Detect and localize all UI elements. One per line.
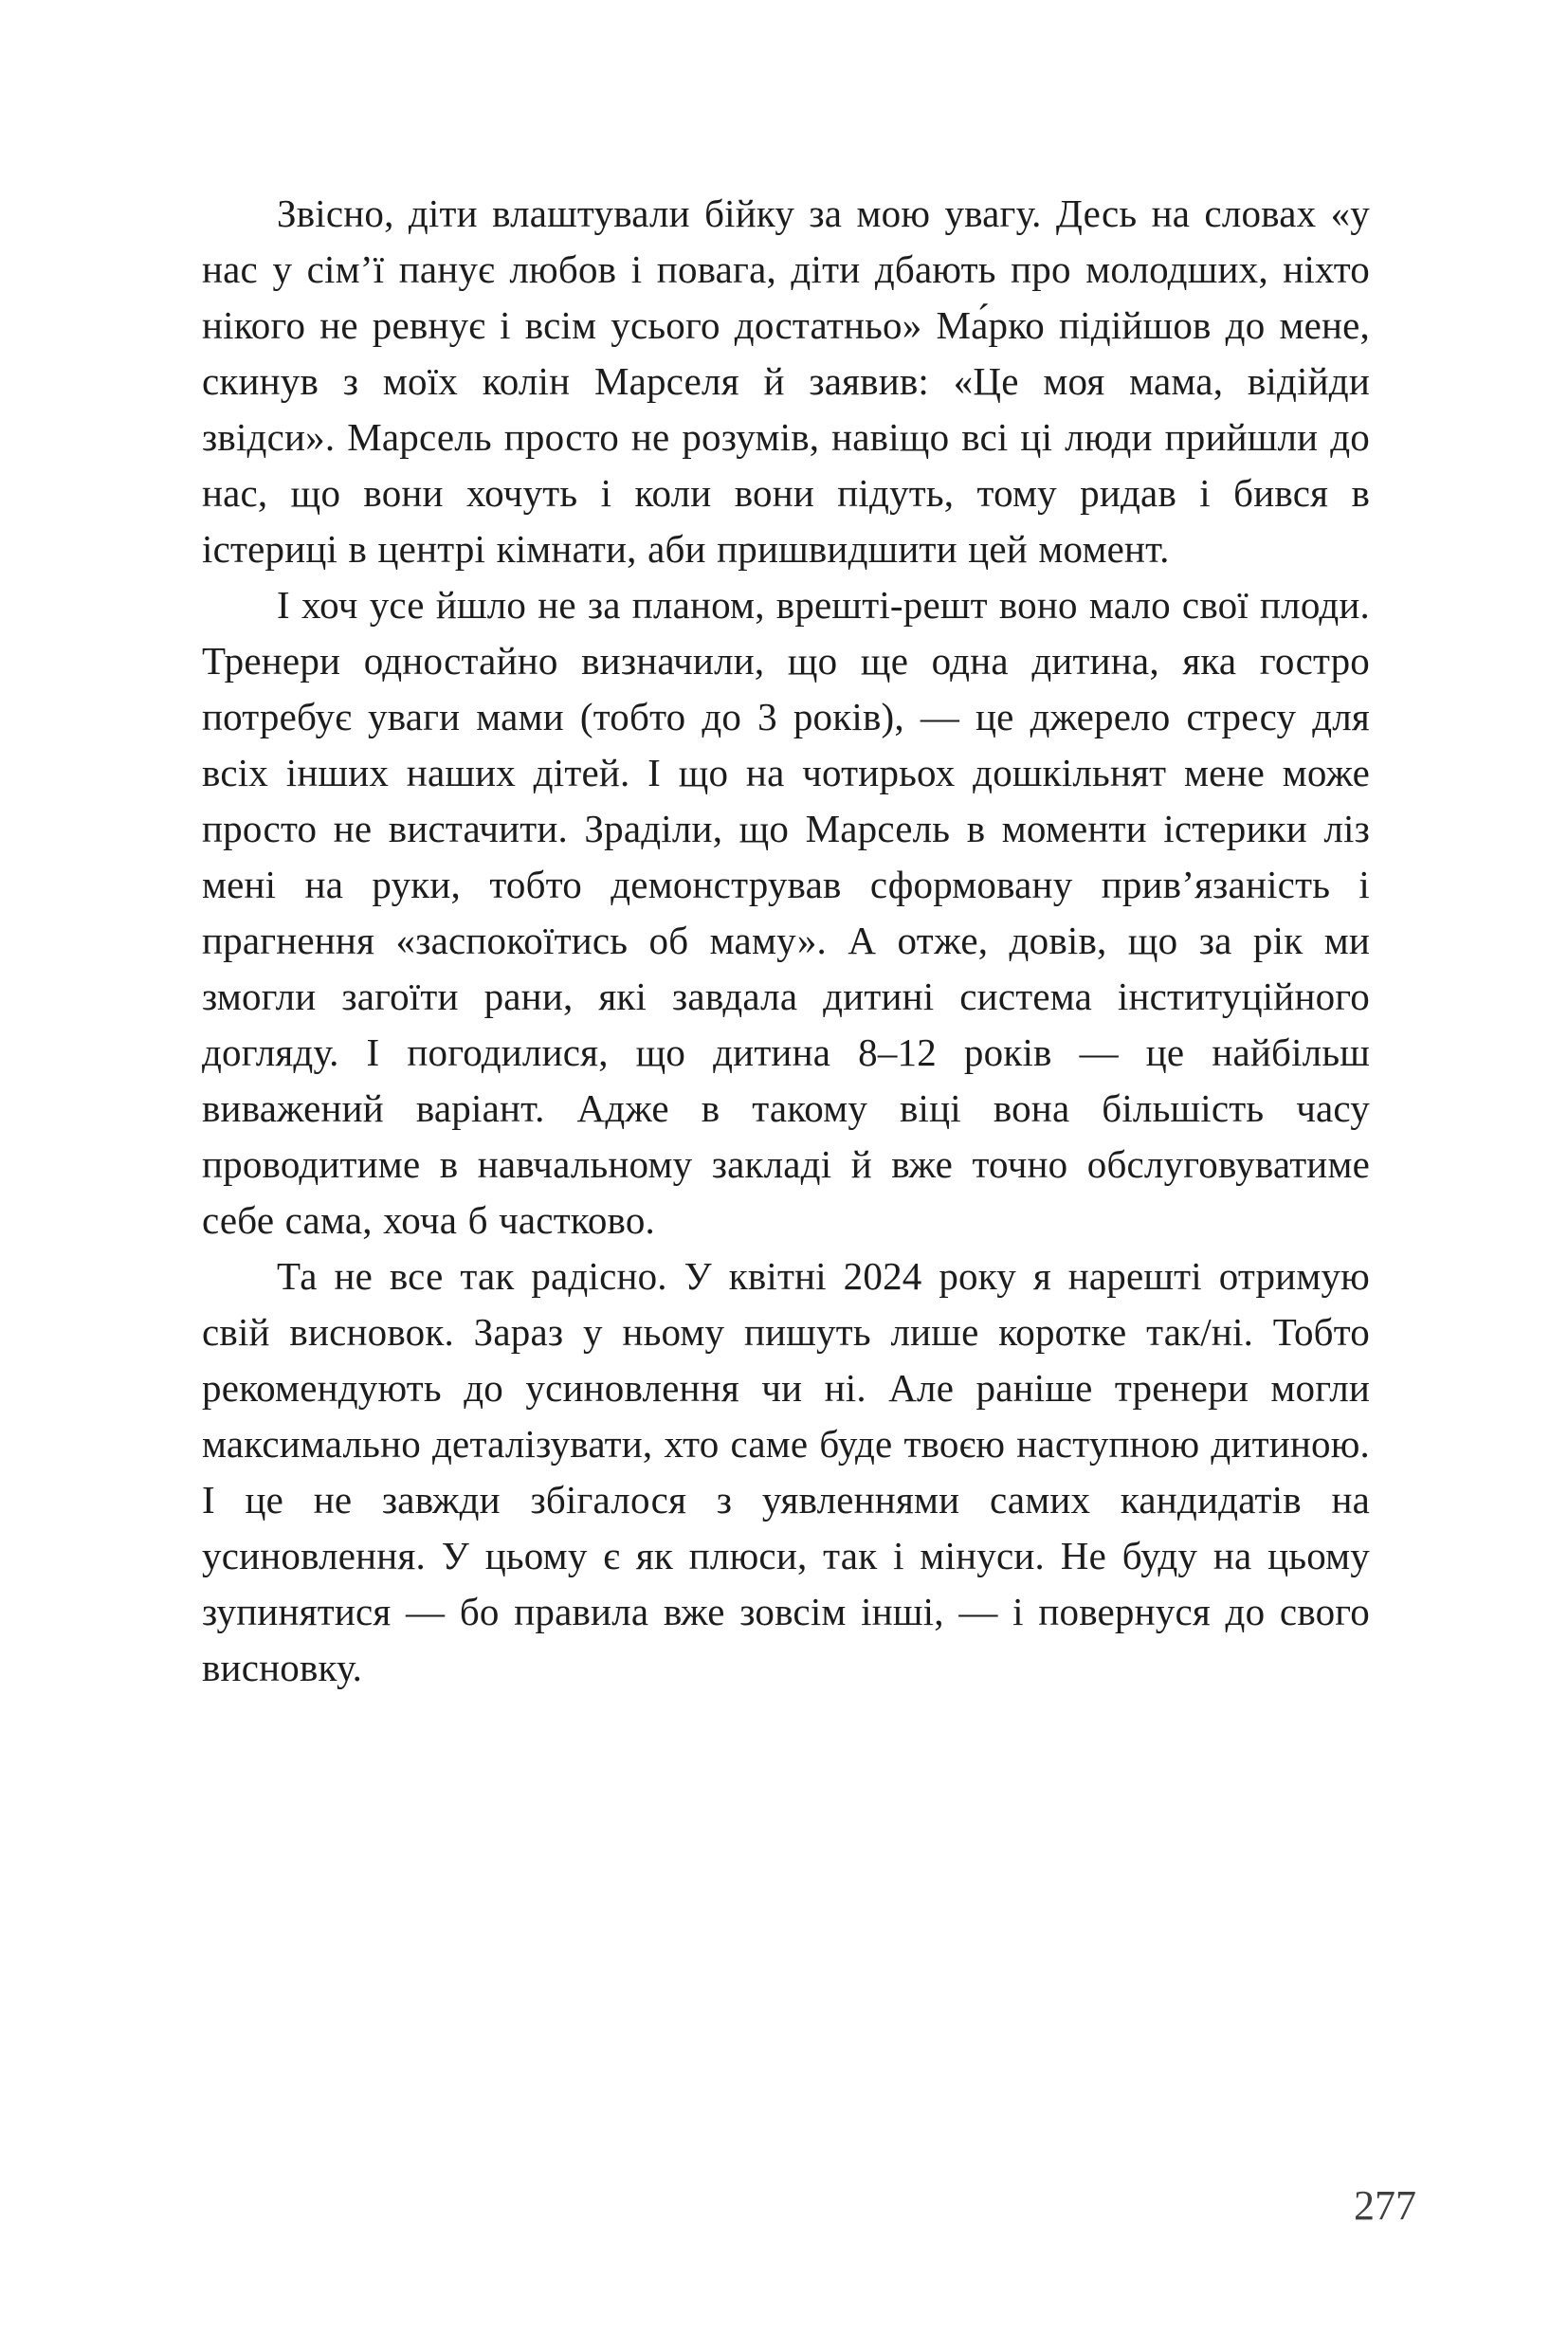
page-number: 277 (1354, 2182, 1416, 2229)
paragraph: І хоч усе йшло не за планом, врешті-решт воно мало свої плоди. Тренери одностайно визначили, що ще одна дитина, яка гостро потребує уваги мами (тобто до 3 років), — це джерело стресу для всіх інших наших дітей. І що на чотирьох дошкільнят мене може просто не вистачити. Зраділи, що Марсель в моменти істерики ліз мені на руки, тобто демонстрував сформовану прив’язаність і прагнення «заспокоїтись об маму». А отже, довів, що за рік ми змогли загоїти рани, які завдала дитині система інституційного догляду. І погодилися, що дитина 8–12 років — це найбільш виважений варіант. Адже в такому віці вона більшість часу проводитиме в навчальному закладі й вже точно обслуговуватиме себе сама, хоча б частково. (202, 583, 1370, 1242)
body-text (202, 186, 1370, 1696)
paragraph: Та не все так радісно. У квітні 2024 року я нарешті отримую свій висновок. Зараз у ньому пишуть лише коротке так/ні. Тобто рекомендують до усиновлення чи ні. Але раніше тренери могли максимально деталізувати, хто саме буде твоєю наступною дитиною. І це не завжди збігалося з уявленнями самих кандидатів на усиновлення. У цьому є як плюси, так і мінуси. Не буду на цьому зупинятися — бо правила вже зовсім інші, — і повернуся до свого висновку. (202, 1254, 1370, 1689)
paragraph: Звісно, діти влаштували бійку за мою увагу. Десь на словах «у нас у сім’ї панує любов і повага, діти дбають про молодших, ніхто нікого не ревнує і всім усього достатньо» Ма́рко підійшов до мене, скинув з моїх колін Марселя й заявив: «Це моя мама, відійди звідси». Марсель просто не розумів, навіщо всі ці люди прийшли до нас, що вони хочуть і коли вони підуть, тому ридав і бився в істериці в центрі кімнати, аби пришвидшити цей момент. (202, 191, 1370, 571)
